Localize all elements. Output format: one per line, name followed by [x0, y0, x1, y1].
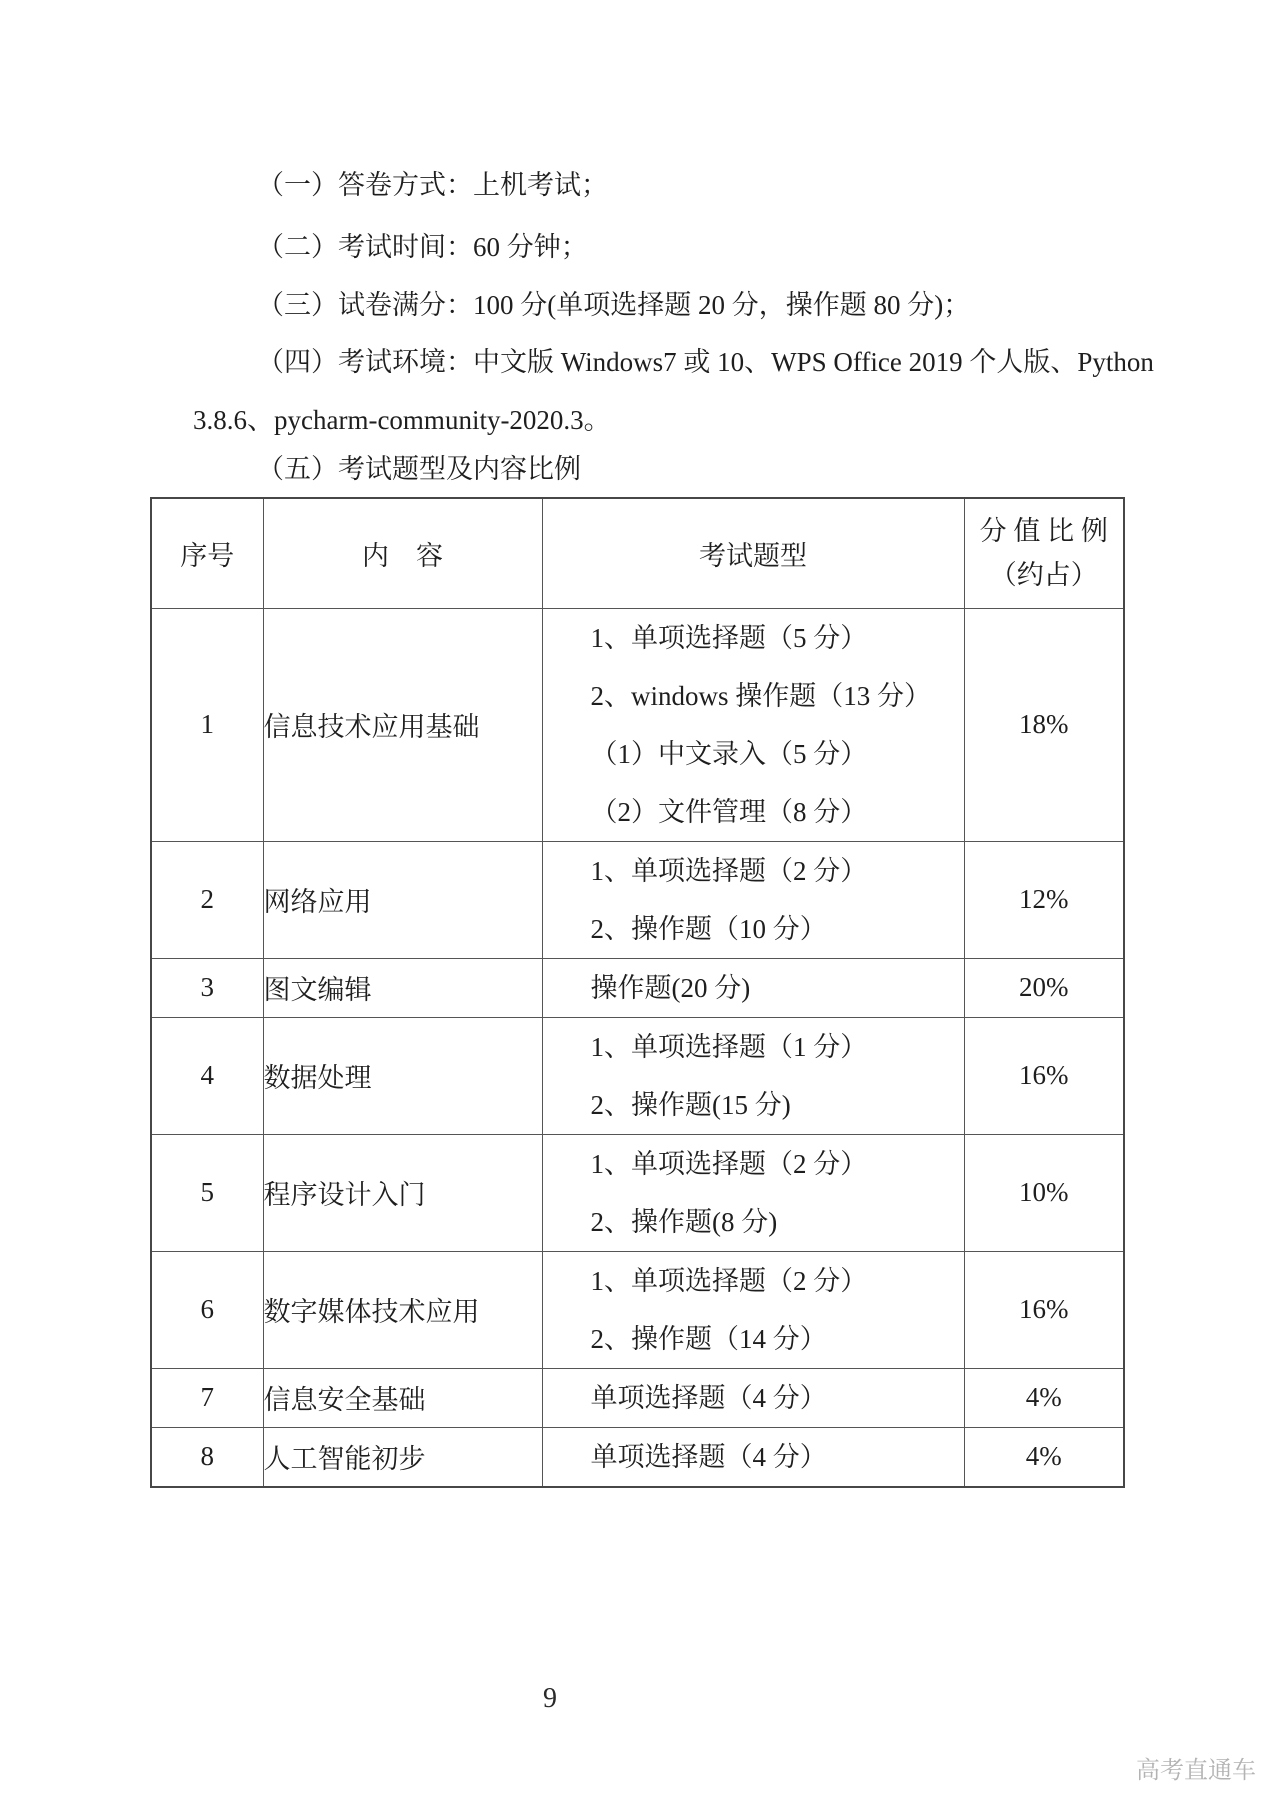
table-row	[151, 1368, 1124, 1427]
paragraph-full-score: （三）试卷满分：100 分(单项选择题 20 分，操作题 80 分)；	[257, 290, 971, 320]
row-ratio: 12%	[964, 841, 1124, 958]
table-header-row	[151, 498, 1124, 608]
row-ratio: 16%	[964, 1251, 1124, 1368]
type-line: 1、单项选择题（2 分）	[590, 1148, 868, 1179]
row-types	[542, 1427, 964, 1487]
paragraph-exam-duration: （二）考试时间：60 分钟；	[257, 232, 588, 262]
row-content: 数据处理	[263, 1017, 542, 1134]
header-ratio	[964, 498, 1124, 608]
row-types	[542, 1368, 964, 1427]
header-type: 考试题型	[542, 498, 964, 608]
paragraph-table-caption: （五）考试题型及内容比例	[257, 454, 581, 484]
row-content: 数字媒体技术应用	[263, 1251, 542, 1368]
row-ratio: 16%	[964, 1017, 1124, 1134]
table-row	[151, 1251, 1124, 1368]
type-line: 单项选择题（4 分）	[590, 1382, 827, 1413]
type-line: 2、操作题（14 分）	[590, 1323, 827, 1354]
type-line: 1、单项选择题（2 分）	[590, 855, 868, 886]
row-ratio: 18%	[964, 608, 1124, 841]
type-line: 1、单项选择题（2 分）	[590, 1265, 868, 1296]
row-no: 8	[151, 1427, 263, 1487]
row-content: 信息技术应用基础	[263, 608, 542, 841]
row-types	[542, 1017, 964, 1134]
header-ratio-line2: （约占）	[989, 560, 1098, 591]
type-line: 2、操作题（10 分）	[590, 913, 827, 944]
row-content: 人工智能初步	[263, 1427, 542, 1487]
type-line: 操作题(20 分)	[590, 972, 751, 1003]
table-row	[151, 841, 1124, 958]
type-line: 2、操作题(8 分)	[590, 1206, 778, 1237]
paragraph-exam-environment: （四）考试环境：中文版 Windows7 或 10、WPS Office 2019 个人版、Python	[257, 347, 1154, 377]
table-row	[151, 1134, 1124, 1251]
table-row	[151, 1427, 1124, 1487]
header-ratio-line1: 分 值 比 例	[979, 516, 1108, 547]
header-no: 序号	[151, 498, 263, 608]
page-number: 9	[543, 1683, 557, 1714]
table-row	[151, 958, 1124, 1017]
table-row	[151, 1017, 1124, 1134]
type-line: 1、单项选择题（5 分）	[590, 622, 868, 653]
row-no: 6	[151, 1251, 263, 1368]
row-ratio: 4%	[964, 1368, 1124, 1427]
row-no: 2	[151, 841, 263, 958]
watermark: 高考直通车	[1136, 1757, 1256, 1784]
row-types	[542, 1134, 964, 1251]
row-no: 4	[151, 1017, 263, 1134]
row-no: 7	[151, 1368, 263, 1427]
exam-content-table	[150, 497, 1125, 1488]
row-no: 3	[151, 958, 263, 1017]
row-types	[542, 841, 964, 958]
type-line: （1）中文录入（5 分）	[590, 738, 868, 769]
type-line: 2、windows 操作题（13 分）	[590, 680, 932, 711]
row-content: 程序设计入门	[263, 1134, 542, 1251]
type-line: 单项选择题（4 分）	[590, 1441, 827, 1472]
header-content: 内 容	[263, 498, 542, 608]
row-no: 5	[151, 1134, 263, 1251]
row-ratio: 4%	[964, 1427, 1124, 1487]
row-content: 图文编辑	[263, 958, 542, 1017]
row-content: 网络应用	[263, 841, 542, 958]
row-types	[542, 958, 964, 1017]
paragraph-answer-method: （一）答卷方式：上机考试；	[257, 170, 608, 200]
row-content: 信息安全基础	[263, 1368, 542, 1427]
row-ratio: 20%	[964, 958, 1124, 1017]
row-no: 1	[151, 608, 263, 841]
row-ratio: 10%	[964, 1134, 1124, 1251]
type-line: 2、操作题(15 分)	[590, 1089, 791, 1120]
table-row	[151, 608, 1124, 841]
paragraph-exam-environment-cont: 3.8.6、pycharm-community-2020.3。	[193, 405, 611, 435]
type-line: 1、单项选择题（1 分）	[590, 1031, 868, 1062]
row-types	[542, 1251, 964, 1368]
row-types	[542, 608, 964, 841]
type-line: （2）文件管理（8 分）	[590, 796, 868, 827]
